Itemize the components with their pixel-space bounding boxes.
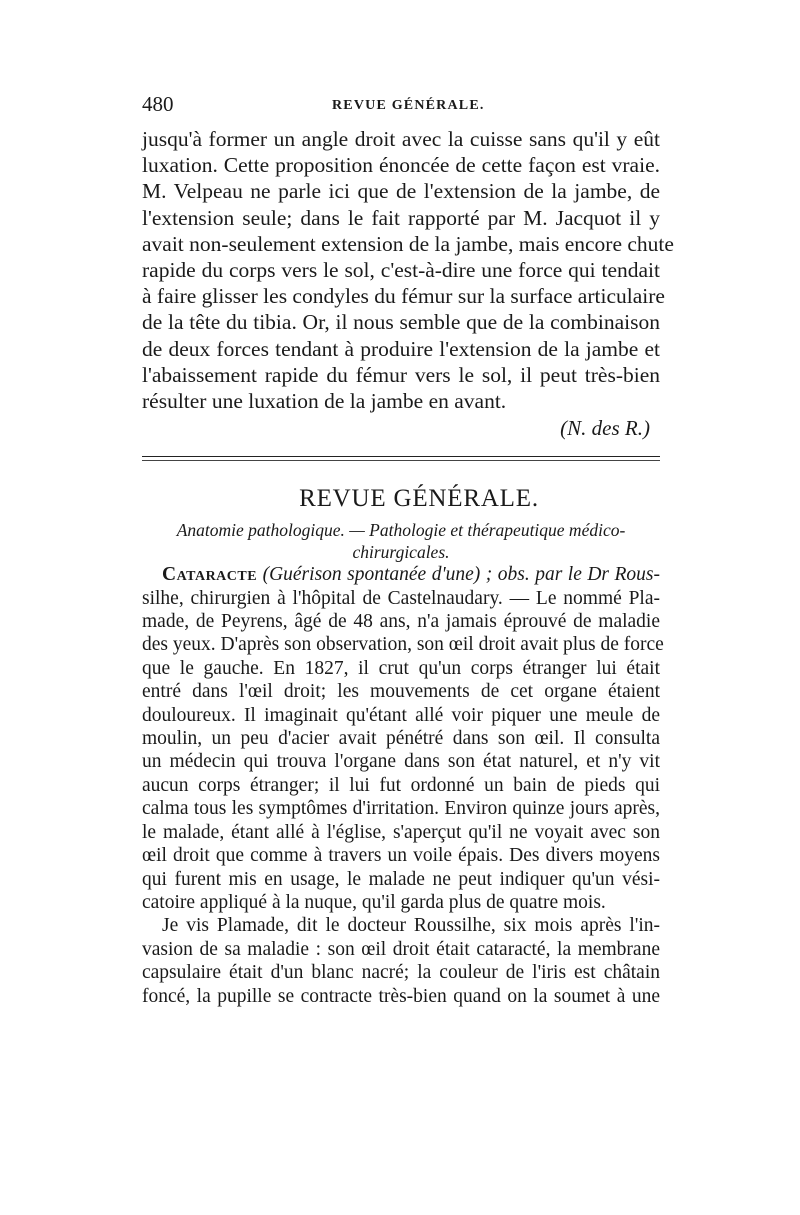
text-line: moulin, un peu d'acier avait pénétré dans son œil. Il consulta — [142, 728, 660, 750]
text-line: un médecin qui trouva l'organe dans son état naturel, et n'y vit — [142, 751, 660, 773]
text-line: entré dans l'œil droit; les mouvements de cet organe étaient — [142, 681, 660, 703]
text-line: douloureux. Il imaginait qu'étant allé voir piquer une meule de — [142, 704, 660, 726]
editor-signature: (N. des R.) — [560, 416, 650, 441]
article-head: Cataracte — [162, 564, 258, 586]
paragraph-continuation — [142, 126, 674, 442]
text-line: luxation. Cette proposition énoncée de cette façon est vraie. — [142, 153, 660, 178]
text-line: vasion de sa maladie : son œil droit était cataracté, la membrane — [142, 938, 660, 960]
section-subtitle — [142, 519, 660, 563]
text-line: avait non-seulement extension de la jambe, mais encore chute — [142, 231, 674, 256]
text-line: foncé, la pupille se contracte très-bien quand on la soumet à une — [142, 985, 660, 1007]
text-line: silhe, chirurgien à l'hôpital de Castelnaudary. — Le nommé Pla- — [142, 587, 660, 609]
text-line: calma tous les symptômes d'irritation. Environ quinze jours après, — [142, 798, 660, 820]
text-line: capsulaire était d'un blanc nacré; la couleur de l'iris est châtain — [142, 962, 660, 984]
running-title: REVUE GÉNÉRALE. — [332, 98, 485, 113]
text-line: œil droit que comme à travers un voile épais. Des divers moyens — [142, 845, 660, 867]
double-rule — [142, 456, 660, 461]
rule-thick — [142, 456, 660, 457]
text-line: M. Velpeau ne parle ici que de l'extension de la jambe, de — [142, 179, 660, 204]
book-page — [142, 92, 674, 1008]
text-line: résulter une luxation de la jambe en avant. — [142, 389, 507, 414]
text-line: catoire appliqué à la nuque, qu'il garda plus de quatre mois. — [142, 891, 606, 913]
text-line: made, de Peyrens, âgé de 48 ans, n'a jamais éprouvé de maladie — [142, 611, 660, 633]
text-line: de la tête du tibia. Or, il nous semble que de la combinaison — [142, 310, 660, 335]
text-line: l'abaissement rapide du fémur vers le sol, il peut très-bien — [142, 362, 660, 387]
text-line: de deux forces tendant à produire l'extension de la jambe et — [142, 336, 660, 361]
text-line: à faire glisser les condyles du fémur sur la surface articulaire — [142, 284, 665, 309]
running-head — [142, 92, 660, 126]
text-line: jusqu'à former un angle droit avec la cuisse sans qu'il y eût — [142, 127, 660, 151]
section-subtitle-line: chirurgicales. — [352, 542, 450, 563]
article-first-rest: (Guérison spontanée d'une) ; obs. par le Dr Rous- — [262, 564, 661, 586]
text-line: l'extension seule; dans le fait rapporté par M. Jacquot il y — [142, 205, 660, 230]
text-line: qui furent mis en usage, le malade ne peut indiquer qu'un vési- — [142, 868, 660, 890]
article-first-line — [142, 563, 660, 586]
rule-thin — [142, 460, 660, 461]
section-title: REVUE GÉNÉRALE. — [299, 485, 539, 513]
text-line: que le gauche. En 1827, il crut qu'un corps étranger lui était — [142, 657, 660, 679]
section-subtitle-line: Anatomie pathologique. — Pathologie et thérapeutique médico- — [176, 520, 626, 541]
text-line: le malade, étant allé à l'église, s'aperçut qu'il ne voyait avec son — [142, 821, 660, 843]
article-cataracte — [142, 563, 664, 1008]
text-line: aucun corps étranger; il lui fut ordonné un bain de pieds qui — [142, 774, 660, 796]
text-line: Je vis Plamade, dit le docteur Roussilhe, six mois après l'in- — [162, 915, 660, 937]
page-number: 480 — [142, 92, 174, 116]
text-line: rapide du corps vers le sol, c'est-à-dire une force qui tendait — [142, 258, 660, 283]
text-line: des yeux. D'après son observation, son œil droit avait plus de force — [142, 634, 664, 656]
